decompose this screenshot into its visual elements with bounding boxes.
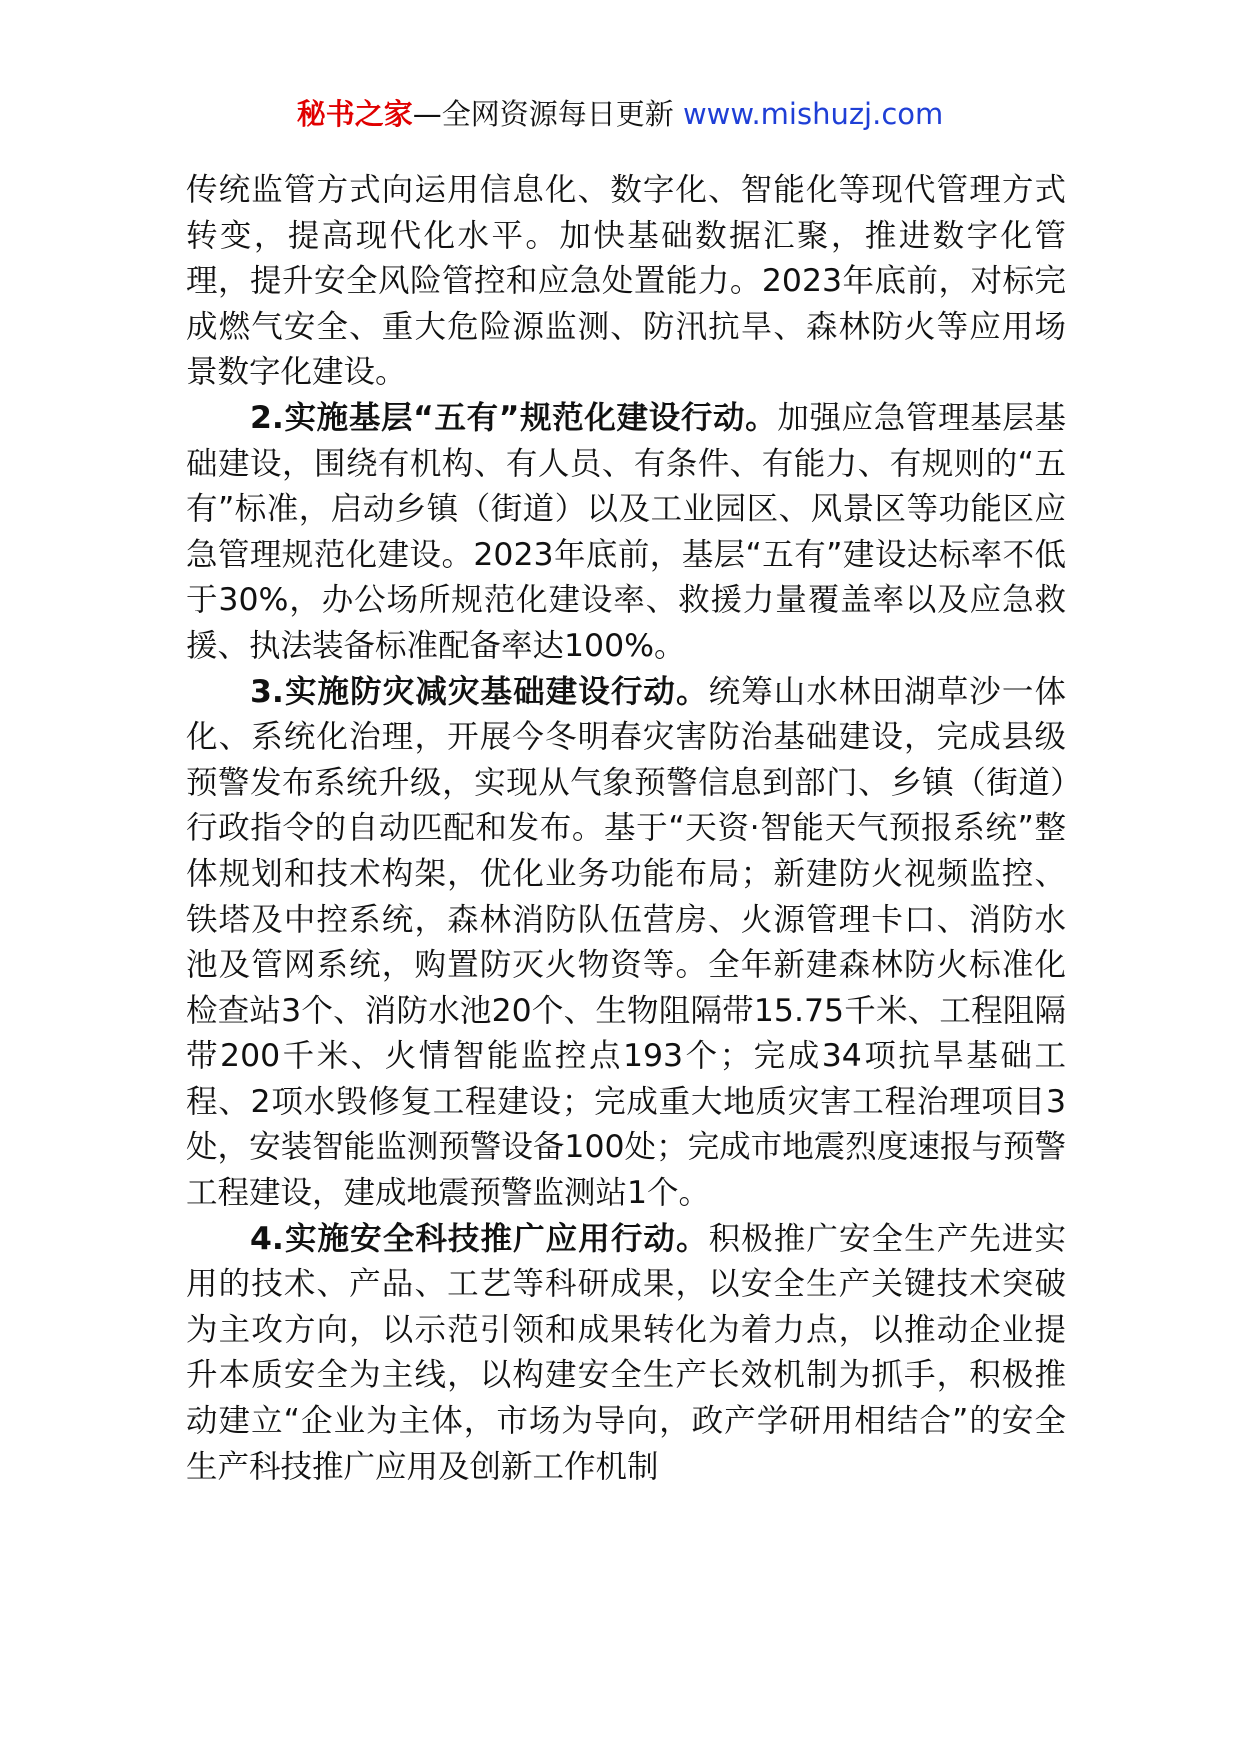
paragraph-text: 积极推广安全生产先进实用的技术、产品、工艺等科研成果，以安全生产关键技术突破为主攻方向，以示范引领和成果转化为着力点，以推动企业提升本质安全为主线，以构建安全生产长效机制为抓手，积极推动建立“企业为主体，市场为导向，政产学研用相结合”的安全生产科技推广应用及创新工作机制 bbox=[186, 1220, 1066, 1485]
document-body bbox=[186, 168, 1066, 1490]
page-header bbox=[0, 96, 1240, 132]
paragraph-continuation bbox=[186, 168, 1066, 396]
header-url-link[interactable]: www.mishuzj.com bbox=[682, 97, 944, 131]
paragraph-item-4 bbox=[186, 1217, 1066, 1491]
paragraph-heading: 4.实施安全科技推广应用行动。 bbox=[250, 1220, 709, 1257]
paragraph-heading: 3.实施防灾减灾基础建设行动。 bbox=[250, 673, 709, 710]
paragraph-item-2 bbox=[186, 396, 1066, 670]
paragraph-text: 统筹山水林田湖草沙一体化、系统化治理，开展今冬明春灾害防治基础建设，完成县级预警发布系统升级，实现从气象预警信息到部门、乡镇（街道）行政指令的自动匹配和发布。基于“天资·智能天气预报系统”整体规划和技术构架，优化业务功能布局；新建防火视频监控、铁塔及中控系统，森林消防队伍营房、火源管理卡口、消防水池及管网系统，购置防灭火物资等。全年新建森林防火标准化检查站3个、消防水池20个、生物阻隔带15.75千米、工程阻隔带200千米、火情智能监控点193个；完成34项抗旱基础工程、2项水毁修复工程建设；完成重大地质灾害工程治理项目3处，安装智能监测预警设备100处；完成市地震烈度速报与预警工程建设，建成地震预警监测站1个。 bbox=[186, 673, 1066, 1212]
header-brand: 秘书之家 bbox=[296, 97, 413, 131]
paragraph-heading: 2.实施基层“五有”规范化建设行动。 bbox=[250, 399, 778, 436]
paragraph-item-3 bbox=[186, 670, 1066, 1217]
paragraph-text: 加强应急管理基层基础建设，围绕有机构、有人员、有条件、有能力、有规则的“五有”标准，启动乡镇（街道）以及工业园区、风景区等功能区应急管理规范化建设。2023年底前，基层“五有”建设达标率不低于30%，办公场所规范化建设率、救援力量覆盖率以及应急救援、执法装备标准配备率达100%。 bbox=[186, 399, 1066, 664]
header-tagline: —全网资源每日更新 bbox=[412, 97, 674, 131]
paragraph-text: 传统监管方式向运用信息化、数字化、智能化等现代管理方式转变，提高现代化水平。加快基础数据汇聚，推进数字化管理，提升安全风险管控和应急处置能力。2023年底前，对标完成燃气安全、重大危险源监测、防汛抗旱、森林防火等应用场景数字化建设。 bbox=[186, 172, 1066, 391]
